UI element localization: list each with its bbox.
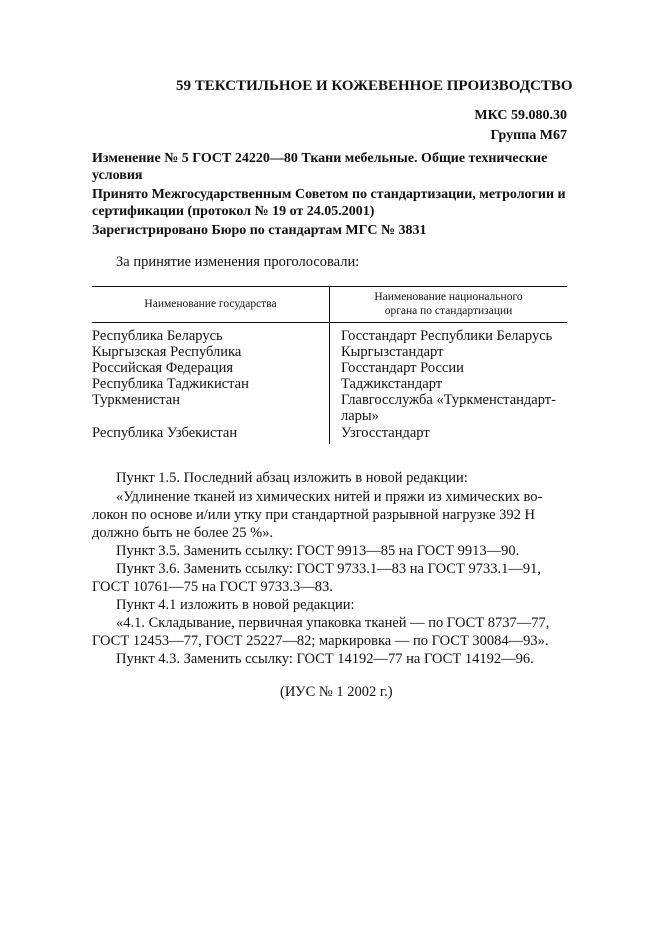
table-row-state: Российская Федерация — [92, 360, 234, 376]
adopted-line1: Принято Межгосударственным Советом по стандартизации, метрологии и — [92, 187, 566, 202]
group-code: Группа М67 — [490, 128, 567, 143]
table-body-divider — [329, 323, 330, 444]
adopted-line2: сертификации (протокол № 19 от 24.05.2001) — [92, 204, 375, 219]
change-paragraph: Пункт 3.5. Заменить ссылку: ГОСТ 9913—85 на ГОСТ 9913—90. — [116, 543, 520, 559]
change-quote-line: должно быть не более 25 %». — [92, 525, 274, 541]
table-row-state: Кыргызская Республика — [92, 344, 242, 360]
amendment-title-line1: Изменение № 5 ГОСТ 24220—80 Ткани мебельные. Общие технические — [92, 151, 548, 166]
table-header-body-line1: Наименование национального — [374, 291, 523, 303]
change-quote-line: «4.1. Складывание, первичная упаковка тканей — по ГОСТ 8737—77, — [116, 615, 550, 631]
table-row-state: Республика Беларусь — [92, 328, 223, 344]
mks-code: МКС 59.080.30 — [474, 108, 567, 123]
table-row-state: Республика Узбекистан — [92, 425, 238, 441]
table-row-body-cont: лары» — [341, 408, 379, 424]
table-row-state: Туркменистан — [92, 392, 180, 408]
change-paragraph: Пункт 1.5. Последний абзац изложить в новой редакции: — [116, 470, 468, 486]
change-paragraph: Пункт 4.1 изложить в новой редакции: — [116, 597, 355, 613]
change-paragraph-cont: ГОСТ 10761—75 на ГОСТ 9733.3—83. — [92, 579, 333, 595]
table-header-state: Наименование государства — [144, 298, 277, 310]
change-quote-line: «Удлинение тканей из химических нитей и пряжи из химических во- — [116, 489, 543, 505]
change-quote-line: локон по основе и/или утку при стандартной разрывной нагрузке 392 Н — [92, 507, 535, 523]
table-row-state: Республика Таджикистан — [92, 376, 249, 392]
amendment-title-line2: условия — [92, 168, 143, 183]
table-row-body: Госстандарт России — [341, 360, 464, 376]
table-row-body: Кыргызстандарт — [341, 344, 444, 360]
table-row-body: Госстандарт Республики Беларусь — [341, 328, 553, 344]
change-paragraph: Пункт 3.6. Заменить ссылку: ГОСТ 9733.1—83 на ГОСТ 9733.1—91, — [116, 561, 541, 577]
source-reference: (ИУС № 1 2002 г.) — [280, 684, 393, 700]
registered-line: Зарегистрировано Бюро по стандартам МГС № 3831 — [92, 223, 427, 238]
change-quote-line: ГОСТ 12453—77, ГОСТ 25227—82; маркировка — по ГОСТ 30084—93». — [92, 633, 549, 649]
table-row-body: Таджикстандарт — [341, 376, 443, 392]
change-paragraph: Пункт 4.3. Заменить ссылку: ГОСТ 14192—77 на ГОСТ 14192—96. — [116, 651, 534, 667]
voted-intro: За принятие изменения проголосовали: — [116, 254, 360, 270]
table-header-body-line2: органа по стандартизации — [384, 305, 513, 317]
table-row-body: Узгосстандарт — [341, 425, 430, 441]
table-row-body: Главгосслужба «Туркменстандарт- — [341, 392, 556, 408]
section-heading: 59 ТЕКСТИЛЬНОЕ И КОЖЕВЕННОЕ ПРОИЗВОДСТВО — [176, 78, 573, 94]
